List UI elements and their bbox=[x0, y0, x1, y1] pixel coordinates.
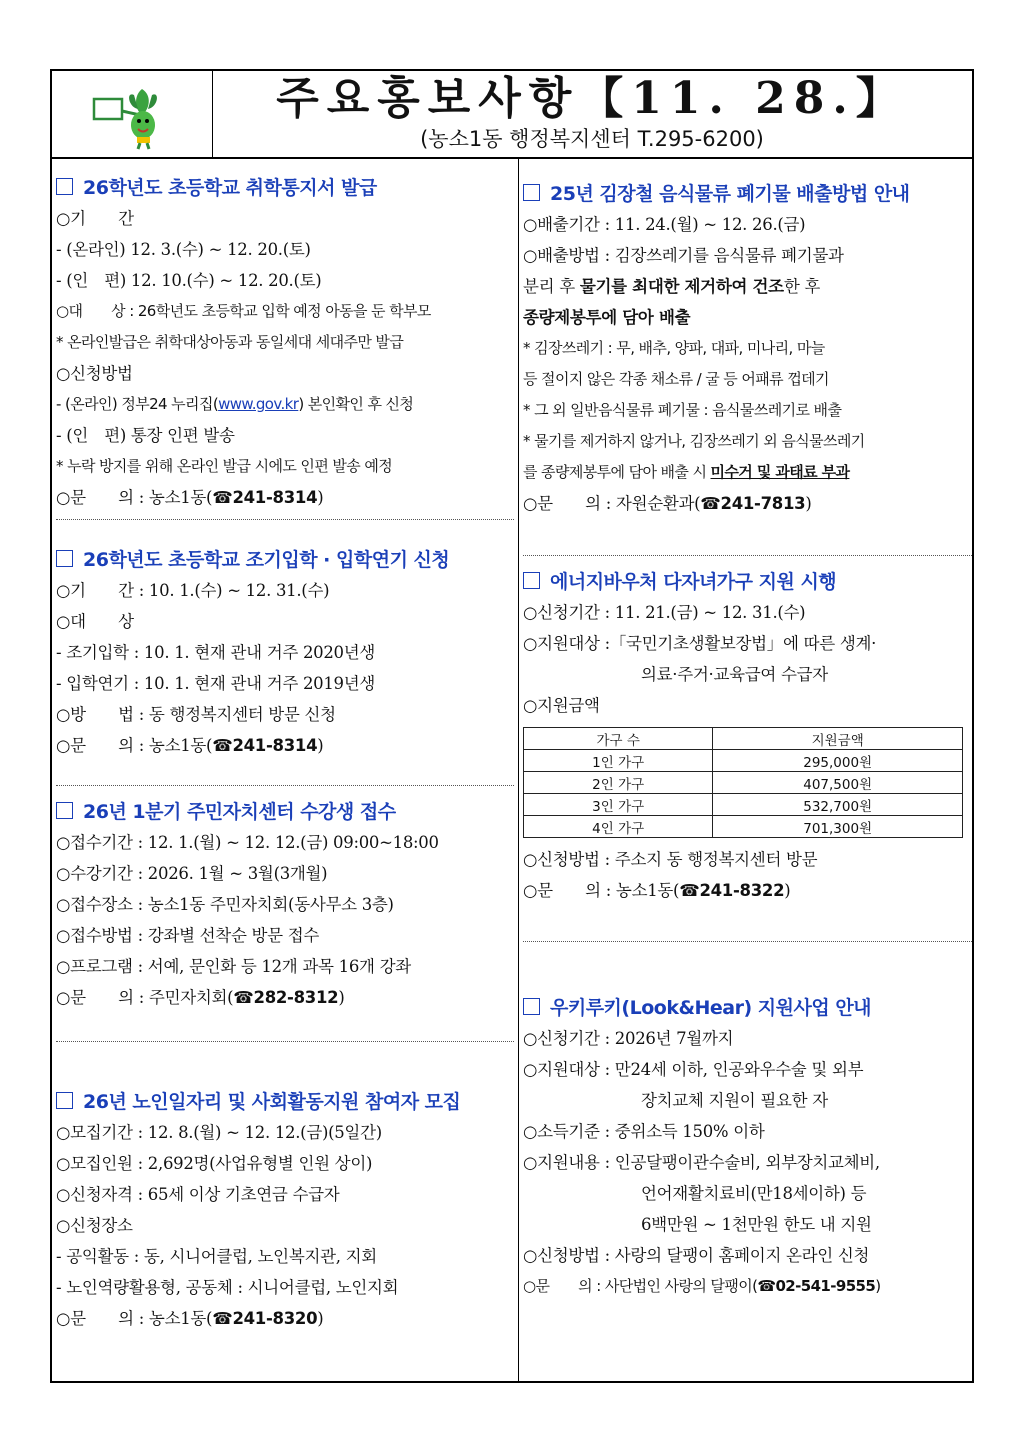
line: ○기 간 : 10. 1.(수) ~ 12. 31.(수) bbox=[56, 581, 330, 600]
section-title: 26학년도 초등학교 조기입학 · 입학연기 신청 bbox=[56, 545, 514, 575]
line: - 입학연기 : 10. 1. 현재 관내 거주 2019년생 bbox=[56, 674, 376, 693]
table-cell: 407,500원 bbox=[713, 772, 963, 794]
line: 6백만원 ~ 1천만원 한도 내 지원 bbox=[641, 1215, 872, 1234]
checkbox-icon bbox=[523, 572, 540, 589]
line: ○신청방법 bbox=[56, 364, 133, 383]
section-school-notice bbox=[56, 173, 514, 513]
line: ○프로그램 : 서예, 문인화 등 12개 과목 16개 강좌 bbox=[56, 957, 411, 976]
line: 를 종량제봉투에 담아 배출 시 미수거 및 과태료 부과 bbox=[523, 463, 850, 481]
line: ○모집기간 : 12. 8.(월) ~ 12. 12.(금)(5일간) bbox=[56, 1123, 382, 1142]
table-row bbox=[524, 794, 963, 816]
line: 등 절이지 않은 각종 채소류 / 굴 등 어패류 껍데기 bbox=[523, 370, 829, 388]
line: * 온라인발급은 취학대상아동과 동일세대 세대주만 발급 bbox=[56, 333, 404, 351]
section-early-entry bbox=[56, 545, 514, 761]
line: ○대 상 bbox=[56, 612, 134, 631]
contact-line: ○문 의 : 사단법인 사랑의 달팽이(☎02-541-9555) bbox=[523, 1277, 881, 1295]
line: ○접수장소 : 농소1동 주민자치회(동사무소 3층) bbox=[56, 895, 394, 914]
table-cell: 295,000원 bbox=[713, 750, 963, 772]
table-row bbox=[524, 772, 963, 794]
section-title: 26년 1분기 주민자치센터 수강생 접수 bbox=[56, 797, 514, 827]
section-kimchi-waste bbox=[523, 179, 972, 519]
section-title: 25년 김장철 음식물류 폐기물 배출방법 안내 bbox=[523, 179, 972, 209]
line: ○신청기간 : 11. 21.(금) ~ 12. 31.(수) bbox=[523, 603, 806, 622]
line: ○지원금액 bbox=[523, 696, 600, 715]
line: ○소득기준 : 중위소득 150% 이하 bbox=[523, 1122, 765, 1141]
section-look-hear bbox=[523, 993, 972, 1302]
table-cell: 4인 가구 bbox=[524, 816, 713, 838]
checkbox-icon bbox=[56, 178, 73, 195]
contact-line: ○문 의 : 농소1동(☎241-8314) bbox=[56, 488, 324, 507]
table-header: 가구 수 bbox=[524, 728, 713, 750]
section-senior-jobs bbox=[56, 1087, 514, 1334]
line: ○배출방법 : 김장쓰레기를 음식물류 폐기물과 bbox=[523, 246, 844, 265]
line: 장치교체 지원이 필요한 자 bbox=[641, 1091, 828, 1110]
table-header: 지원금액 bbox=[713, 728, 963, 750]
line: * 물기를 제거하지 않거나, 김장쓰레기 외 음식물쓰레기 bbox=[523, 432, 865, 450]
checkbox-icon bbox=[56, 1092, 73, 1109]
section-title: 에너지바우처 다자녀가구 지원 시행 bbox=[523, 567, 972, 597]
section-title: 26년 노인일자리 및 사회활동지원 참여자 모집 bbox=[56, 1087, 514, 1117]
line: 의료·주거·교육급여 수급자 bbox=[641, 665, 828, 684]
line: ○신청방법 : 주소지 동 행정복지센터 방문 bbox=[523, 850, 818, 869]
line: - (온라인) 12. 3.(수) ~ 12. 20.(토) bbox=[56, 240, 311, 259]
checkbox-icon bbox=[56, 802, 73, 819]
line: ○접수기간 : 12. 1.(월) ~ 12. 12.(금) 09:00~18:00 bbox=[56, 833, 439, 852]
line: * 누락 방지를 위해 온라인 발급 시에도 인편 발송 예정 bbox=[56, 457, 393, 475]
line: ○기 간 bbox=[56, 209, 134, 228]
support-amount-table bbox=[523, 727, 963, 838]
logo-cell bbox=[52, 71, 213, 157]
line: ○모집인원 : 2,692명(사업유형별 인원 상이) bbox=[56, 1154, 373, 1173]
line: ○방 법 : 동 행정복지센터 방문 신청 bbox=[56, 705, 336, 724]
line: - (인 편) 통장 인편 발송 bbox=[56, 426, 235, 445]
line: * 김장쓰레기 : 무, 배추, 양파, 대파, 미나리, 마늘 bbox=[523, 339, 825, 357]
table-cell: 532,700원 bbox=[713, 794, 963, 816]
line: ○신청방법 : 사랑의 달팽이 홈페이지 온라인 신청 bbox=[523, 1246, 870, 1265]
line: - 조기입학 : 10. 1. 현재 관내 거주 2020년생 bbox=[56, 643, 376, 662]
table-cell: 1인 가구 bbox=[524, 750, 713, 772]
line: ○배출기간 : 11. 24.(월) ~ 12. 26.(금) bbox=[523, 215, 806, 234]
line: 언어재활치료비(만18세이하) 등 bbox=[641, 1184, 867, 1203]
checkbox-icon bbox=[56, 550, 73, 567]
contact-line: ○문 의 : 자원순환과(☎241-7813) bbox=[523, 494, 812, 513]
page-title: 주요홍보사항【11. 28.】 bbox=[276, 73, 908, 124]
line: - 공익활동 : 동, 시니어클럽, 노인복지관, 지회 bbox=[56, 1247, 377, 1266]
column-divider bbox=[518, 157, 519, 1383]
section-title: 26학년도 초등학교 취학통지서 발급 bbox=[56, 173, 514, 203]
divider bbox=[523, 941, 972, 942]
table-header-row bbox=[524, 728, 963, 750]
header bbox=[52, 71, 972, 159]
table-cell: 3인 가구 bbox=[524, 794, 713, 816]
line: ○신청장소 bbox=[56, 1216, 133, 1235]
line: - 노인역량활용형, 공동체 : 시니어클럽, 노인지회 bbox=[56, 1278, 399, 1297]
contact-line: ○문 의 : 농소1동(☎241-8314) bbox=[56, 736, 324, 755]
gov-link[interactable]: www.gov.kr bbox=[218, 395, 299, 413]
line: - (인 편) 12. 10.(수) ~ 12. 20.(토) bbox=[56, 271, 322, 290]
line: ○대 상 : 26학년도 초등학교 입학 예정 아동을 둔 학부모 bbox=[56, 302, 431, 320]
line: ○지원대상 : 만24세 이하, 인공와우수술 및 외부 bbox=[523, 1060, 864, 1079]
line: ○신청기간 : 2026년 7월까지 bbox=[523, 1029, 734, 1048]
line: ○신청자격 : 65세 이상 기초연금 수급자 bbox=[56, 1185, 340, 1204]
divider bbox=[56, 519, 514, 520]
section-title: 우키루키(Look&Hear) 지원사업 안내 bbox=[523, 993, 972, 1023]
contact-line: ○문 의 : 농소1동(☎241-8322) bbox=[523, 881, 791, 900]
divider bbox=[523, 555, 972, 556]
line: 종량제봉투에 담아 배출 bbox=[523, 308, 691, 327]
line: ○접수방법 : 강좌별 선착순 방문 접수 bbox=[56, 926, 320, 945]
notice-board bbox=[50, 69, 974, 1383]
line: 분리 후 물기를 최대한 제거하여 건조한 후 bbox=[523, 277, 821, 296]
line: ○수강기간 : 2026. 1월 ~ 3월(3개월) bbox=[56, 864, 328, 883]
checkbox-icon bbox=[523, 998, 540, 1015]
line: ○지원대상 :「국민기초생활보장법」에 따른 생계· bbox=[523, 634, 877, 653]
table-cell: 701,300원 bbox=[713, 816, 963, 838]
section-community-center bbox=[56, 797, 514, 1013]
mascot-logo-icon bbox=[90, 81, 190, 151]
line: ○지원내용 : 인공달팽이관수술비, 외부장치교체비, bbox=[523, 1153, 880, 1172]
line: - (온라인) 정부24 누리집(www.gov.kr) 본인확인 후 신청 bbox=[56, 395, 414, 413]
contact-line: ○문 의 : 주민자치회(☎282-8312) bbox=[56, 988, 345, 1007]
divider bbox=[56, 1041, 514, 1042]
divider bbox=[56, 785, 514, 786]
checkbox-icon bbox=[523, 184, 540, 201]
table-row bbox=[524, 750, 963, 772]
page-subtitle: (농소1동 행정복지센터 T.295-6200) bbox=[420, 127, 764, 151]
contact-line: ○문 의 : 농소1동(☎241-8320) bbox=[56, 1309, 324, 1328]
line: * 그 외 일반음식물류 폐기물 : 음식물쓰레기로 배출 bbox=[523, 401, 842, 419]
table-cell: 2인 가구 bbox=[524, 772, 713, 794]
section-energy-voucher bbox=[523, 567, 972, 906]
table-row bbox=[524, 816, 963, 838]
